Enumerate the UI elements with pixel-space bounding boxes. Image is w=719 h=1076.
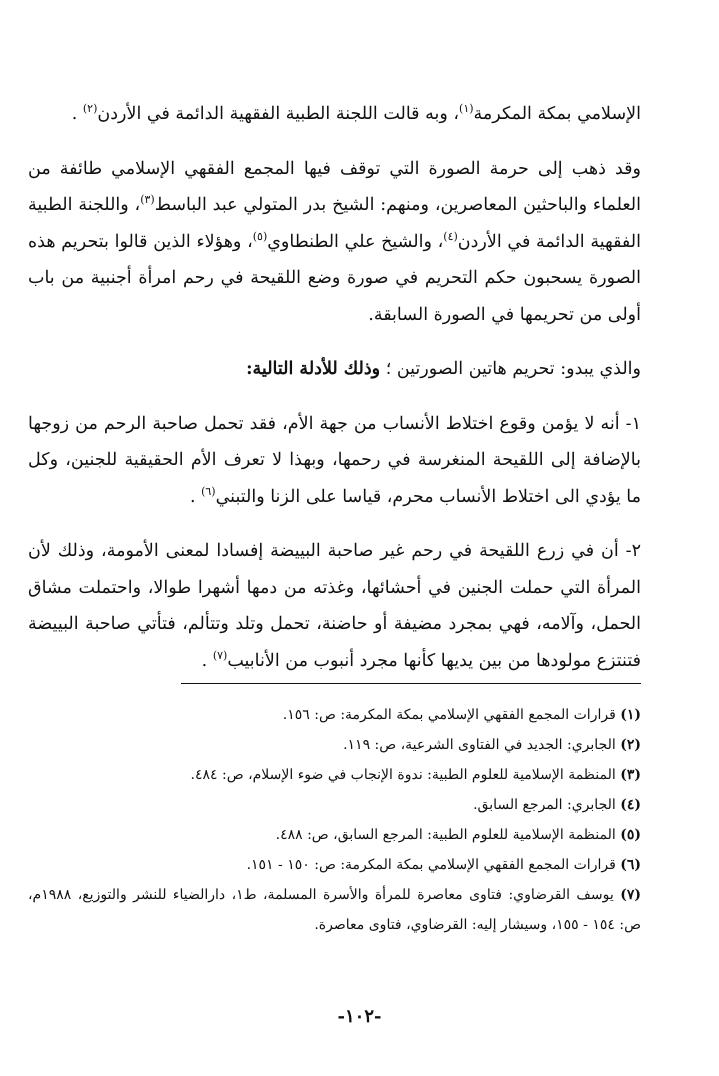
footnotes xyxy=(28,700,641,940)
footnote-ref: (٤) xyxy=(443,229,458,243)
text-run: . xyxy=(201,650,213,671)
text-run: الإسلامي بمكة المكرمة xyxy=(473,104,641,124)
footnote-5: (٥) المنظمة الإسلامية للعلوم الطبية: المرجع السابق، ص: ٤٨٨. xyxy=(275,827,641,843)
footnote-ref: (٢) xyxy=(82,102,98,116)
text-run: ، واللجنة الطبية الفقهية الدائمة في الأردن xyxy=(28,195,641,252)
text-run: ٢- أن في زرع اللقيحة في رحم غير صاحبة البييضة إفسادا لمعنى الأمومة، وذلك لأن المرأة التي حملت الجنين في أحشائها، وغذته من دمها أشهرا طوالا، واحتملت مشاق الحمل، وآلامه، فهي بمجرد مضيفة أو حاضنة، تحمل وتلد وتتألم، فتأتي صاحبة البييضة فتنتزع مولودها من بين يديها كأنها مجرد أنبوب من الأنابيب xyxy=(28,541,641,671)
text-run: ١- أنه لا يؤمن وقوع اختلاط الأنساب من جهة الأم، فقد تحمل صاحبة الرحم من زوجها بالإضافة إلى اللقيحة المنغرسة في رحمها، وبهذا لا تعرف الأم الحقيقية للجنين، وكل ما يؤدي الى اختلاط الأنساب محرم، قياسا على الزنا والتبني xyxy=(28,413,641,507)
text-run: . xyxy=(189,486,202,507)
footnote-7: (٧) يوسف القرضاوي: فتاوى معاصرة للمرأة والأسرة المسلمة، ط١، دارالضياء للنشر والتوزيع، ١٩٨٨م، ص: ١٥٤ - ١٥٥، وسيشار إليه: القرضاوي، فتاوى معاصرة. xyxy=(28,887,641,933)
text-run: ، وهؤلاء الذين قالوا بتحريم هذه الصورة يسحبون حكم التحريم في صورة وضع اللقيحة في رحم امرأة أجنبية من باب أولى من تحريمها في الصورة السابقة. xyxy=(28,231,641,325)
footnote-ref: (٣) xyxy=(140,193,155,207)
footnote-ref: (٦) xyxy=(201,484,216,498)
footnote-3: (٣) المنظمة الإسلامية للعلوم الطبية: ندوة الإنجاب في ضوء الإسلام، ص: ٤٨٤. xyxy=(190,767,641,783)
footnote-2: (٢) الجابري: الجديد في الفتاوى الشرعية، ص: ١١٩. xyxy=(343,737,641,753)
text-run: والذي يبدو: تحريم هاتين الصورتين ؛ xyxy=(380,359,641,379)
footnote-ref: (٥) xyxy=(252,229,268,243)
footnote-6: (٦) قرارات المجمع الفقهي الإسلامي بمكة المكرمة: ص: ١٥٠ - ١٥١. xyxy=(246,857,641,873)
bold-lead-in: وذلك للأدلة التالية: xyxy=(246,359,381,379)
page-number: -١٠٢- xyxy=(337,1006,382,1027)
paragraph-2 xyxy=(28,151,641,334)
footnote-ref: (١) xyxy=(459,102,474,116)
footnote-1: (١) قرارات المجمع الفقهي الإسلامي بمكة المكرمة: ص: ١٥٦. xyxy=(282,707,641,723)
paragraph-3 xyxy=(28,351,641,388)
text-run: . xyxy=(71,104,83,124)
footnote-4: (٤) الجابري: المرجع السابق. xyxy=(473,797,641,813)
footnote-ref: (٧) xyxy=(212,648,228,662)
paragraph-4 xyxy=(28,406,641,516)
paragraph-5 xyxy=(28,533,641,679)
paragraph-1 xyxy=(28,96,641,133)
text-run: وقد ذهب إلى حرمة الصورة التي توقف فيها المجمع الفقهي الإسلامي طائفة من العلماء والباحثين المعاصرين، ومنهم: الشيخ بدر المتولي عبد الباسط xyxy=(28,158,641,215)
text-run: ، وبه قالت اللجنة الطبية الفقهية الدائمة في الأردن xyxy=(97,104,460,124)
text-run: ، والشيخ علي الطنطاوي xyxy=(267,231,444,252)
footnote-divider xyxy=(181,683,641,684)
